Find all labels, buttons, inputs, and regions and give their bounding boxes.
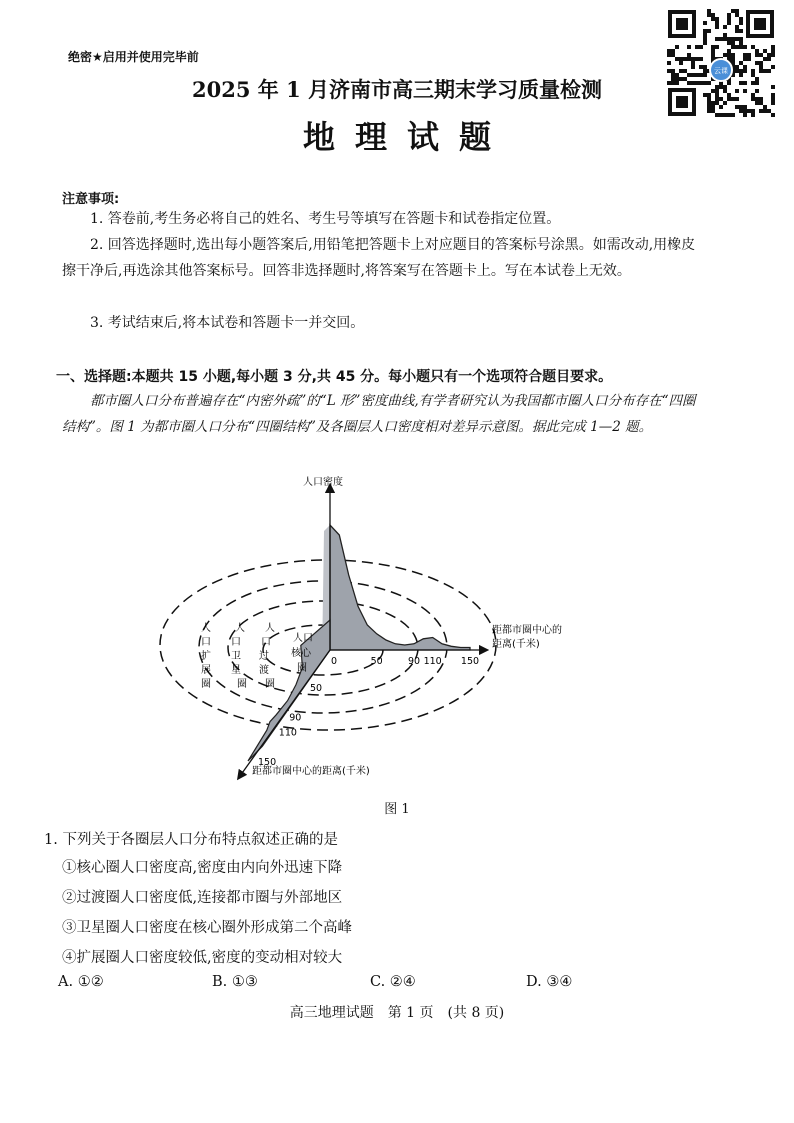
qr-module [739,105,743,109]
qr-module [759,53,763,57]
answer-b: B. ①③ [212,974,258,990]
qr-module [667,53,671,57]
qr-module [771,53,775,57]
qr-module [667,61,671,65]
qr-module [711,105,715,109]
qr-module [755,49,759,53]
qr-module [739,41,743,45]
qr-module [667,49,671,53]
qr-module [727,13,731,17]
qr-module [755,61,759,65]
ring-label-char: 圈 [201,679,211,690]
qr-module [743,69,747,73]
page-footer: 高三地理试题 第 1 页 (共 8 页) [289,1005,505,1021]
answer-d: D. ③④ [526,974,573,990]
qr-module [759,69,763,73]
qr-module [735,25,739,29]
y-axis-label: 人口密度 [303,477,343,488]
density-curve-area [330,525,470,650]
ring-label-transition [259,621,275,690]
x-tick-label: 0 [330,656,338,667]
qr-module [715,37,719,41]
qr-module [727,17,731,21]
qr-module [731,45,735,49]
qr-module [735,69,739,73]
qr-finder-top-left [668,10,696,38]
qr-module [735,13,739,17]
notice-item-1: 1. 答卷前,考生务必将自己的姓名、考生号等填写在答题卡和试卷指定位置。 [90,211,561,227]
qr-module [711,17,715,21]
qr-module [739,17,743,21]
z-tick-label: 150 [258,757,277,768]
ring-label-char: 人口 [293,633,313,644]
z-axis-label: 距都市圈中心的距离(千米) [252,766,370,777]
ring-label-char: 人 [201,623,211,634]
qr-module [731,53,735,57]
qr-module [771,45,775,49]
notice-heading: 注意事项: [62,192,120,207]
qr-module [763,49,767,53]
qr-module [675,57,679,61]
ring-label-expansion [201,621,211,690]
qr-module [687,45,691,49]
qr-module [715,17,719,21]
qr-module [679,57,683,61]
qr-module [739,69,743,73]
figure-1 [0,460,794,800]
ring-label-char: 圈 [297,663,307,674]
qr-module [703,29,707,33]
statement-3: ③卫星圈人口密度在核心圈外形成第二个高峰 [62,920,352,936]
question-1-stem: 1. 下列关于各圈层人口分布特点叙述正确的是 [44,832,338,848]
qr-module [731,9,735,13]
qr-module [743,105,747,109]
qr-module [667,69,671,73]
ring-label-char: 人 [265,623,275,634]
qr-module [683,69,687,73]
x-tick-label: 150 [460,656,480,667]
ring-label-char: 口 [261,637,271,648]
x-tick-label: 110 [423,656,442,667]
qr-module [699,45,703,49]
qr-module [767,69,771,73]
ring-label-char: 渡 [259,665,269,676]
qr-module [731,57,735,61]
qr-module [671,69,675,73]
qr-module [739,29,743,33]
statement-1: ①核心圈人口密度高,密度由内向外迅速下降 [62,860,343,876]
statement-4: ④扩展圈人口密度较低,密度的变动相对较大 [62,950,343,966]
qr-module [723,33,727,37]
qr-module [735,9,739,13]
qr-module [743,53,747,57]
qr-module [691,57,695,61]
qr-module [671,53,675,57]
x-tick-label: 50 [370,656,383,667]
answer-c: C. ②④ [370,974,416,990]
qr-module [711,45,715,49]
qr-module [735,45,739,49]
section-intro: 都市圈人口分布普遍存在“内密外疏”的“L 形”密度曲线,有学者研究认为我国都市圈人口分布存在“四圈结构”。图 1 为都市圈人口分布“四圈结构”及各圈层人口密度相对差异示意图。据此完成 1—2 题。 [62,393,696,435]
ring-label-char: 口 [201,637,211,648]
notice-item-3: 3. 考试结束后,将本试卷和答题卡一并交回。 [90,315,365,331]
ring-label-char: 人 [235,623,245,634]
qr-module [727,41,731,45]
section-heading: 一、选择题:本题共 15 小题,每小题 3 分,共 45 分。每小题只有一个选项符合题目要求。 [56,369,613,385]
qr-module [763,105,767,109]
qr-module [727,37,731,41]
qr-module [671,49,675,53]
qr-module [715,45,719,49]
qr-module [727,21,731,25]
qr-module [695,57,699,61]
qr-module [743,65,747,69]
qr-module [735,105,739,109]
qr-module [739,37,743,41]
qr-module [723,53,727,57]
qr-module [719,105,723,109]
qr-module [687,57,691,61]
answer-a: A. ①② [58,974,104,990]
z-tick-label: 90 [289,712,302,724]
z-tick-label: 110 [278,727,297,739]
qr-module [703,33,707,37]
ring-label-char: 核心 [291,648,311,659]
qr-module [759,65,763,69]
qr-module [695,45,699,49]
qr-module [747,53,751,57]
qr-module [707,29,711,33]
qr-module [735,29,739,33]
x-axis-label-line2: 距离(千米) [492,639,540,650]
ring-label-char: 圈 [265,679,275,690]
qr-module [715,25,719,29]
x-tick-label: 90 [407,656,421,667]
qr-module [743,57,747,61]
qr-module [711,13,715,17]
qr-module [699,65,703,69]
qr-module [727,49,731,53]
qr-module [767,53,771,57]
qr-module [715,21,719,25]
ring-label-char: 卫 [231,651,241,662]
ring-label-char: 展 [201,665,211,676]
figure-caption: 图 1 [384,802,410,817]
qr-module [703,65,707,69]
qr-module [691,61,695,65]
qr-module [751,45,755,49]
qr-module [711,53,715,57]
qr-finder-top-right [746,10,774,38]
qr-module [707,13,711,17]
ring-label-char: 口 [231,637,241,648]
subject-title: 地理试题 [302,118,511,156]
qr-module [703,21,707,25]
qr-module [731,37,735,41]
qr-module [735,37,739,41]
qr-module [703,41,707,45]
qr-module [759,61,763,65]
x-axis-label-line1: 距都市圈中心的 [492,625,562,636]
qr-module [739,61,743,65]
qr-module [727,53,731,57]
qr-badge-text: 云课 [714,67,728,75]
qr-module [735,65,739,69]
qr-module [763,69,767,73]
qr-module [751,69,755,73]
z-tick-label: 50 [310,683,323,694]
secret-label: 绝密★启用并使用完毕前 [68,50,199,64]
qr-module [739,45,743,49]
qr-module [767,57,771,61]
qr-module [711,49,715,53]
qr-module [675,45,679,49]
qr-module [707,105,711,109]
qr-module [747,57,751,61]
qr-module [771,65,775,69]
qr-module [707,9,711,13]
qr-module [699,57,703,61]
qr-module [691,65,695,69]
qr-module [723,25,727,29]
qr-module [739,21,743,25]
exam-title: 2025 年 1 月济南市高三期末学习质量检测 [192,77,602,102]
qr-module [763,57,767,61]
qr-module [731,41,735,45]
qr-module [683,57,687,61]
ring-label-char: 星 [231,665,241,676]
ring-label-char: 圈 [237,679,247,690]
qr-module [679,61,683,65]
ring-label-char: 过 [259,651,269,662]
ring-label-char: 扩 [201,651,211,662]
qr-module [703,37,707,41]
qr-module [723,37,727,41]
statement-2: ②过渡圈人口密度低,连接都市圈与外部地区 [62,890,343,906]
qr-module [679,69,683,73]
qr-module [703,69,707,73]
qr-module [755,53,759,57]
qr-module [687,53,691,57]
qr-module [743,45,747,49]
qr-module [771,49,775,53]
notice-item-2: 2. 回答选择题时,选出每小题答案后,用铅笔把答题卡上对应题目的答案标号涂黑。如需改动,用橡皮擦干净后,再选涂其他答案标号。回答非选择题时,将答案写在答题卡上。写在本试卷上无效。 [62,237,696,279]
qr-module [719,37,723,41]
